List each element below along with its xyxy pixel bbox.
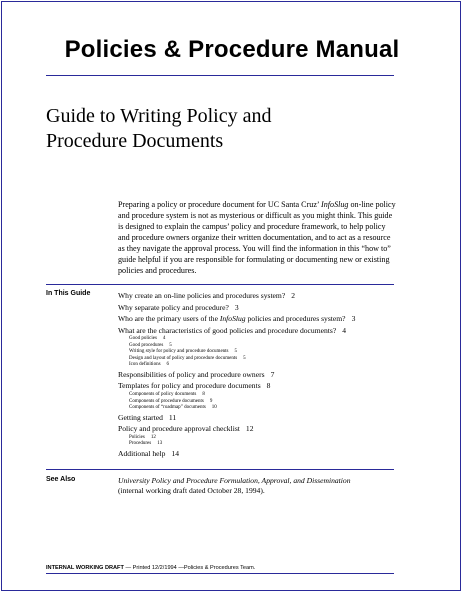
toc-rule xyxy=(46,284,394,285)
toc-item[interactable]: Responsibilities of policy and procedure owners 7 xyxy=(118,369,275,379)
toc-subitem[interactable]: Writing style for policy and procedure documents 5 xyxy=(129,349,237,355)
toc-item[interactable]: Why separate policy and procedure? 3 xyxy=(118,302,239,312)
see-also-label: See Also xyxy=(46,476,76,483)
toc-item[interactable]: Why create an on-line policies and procedures system? 2 xyxy=(118,291,296,300)
toc-subitem[interactable]: Good policies 4 xyxy=(129,336,166,341)
toc-page-number: 12 xyxy=(245,424,254,434)
intro-text-start: Preparing a policy or procedure document for UC Santa Cruz’ xyxy=(118,200,322,209)
toc-page-number: 11 xyxy=(168,412,177,422)
toc-page-number: 10 xyxy=(211,405,217,411)
draft-label: INTERNAL WORKING DRAFT xyxy=(46,565,124,571)
document-page xyxy=(1,1,461,591)
toc-item[interactable]: Policy and procedure approval checklist 12 xyxy=(118,424,254,434)
toc-page-number: 13 xyxy=(157,441,163,447)
toc-page-number: 8 xyxy=(266,381,271,391)
toc-page-number: 2 xyxy=(291,291,296,300)
title-rule xyxy=(46,75,394,76)
toc-subitem[interactable]: Policies 12 xyxy=(129,434,156,440)
intro-text-end: on-line policy and procedure system is not as mysterious or difficult as you might think. This guide is designed to explain the campus’ policy and procedure framework, to help policy and procedure owners organize their written documentation, and to act as a resource as they navigate the approval process. You will find the information in this “how to” guide helpful if you are responsible for formulating or documenting new or existing policies and procedures. xyxy=(118,200,396,275)
toc-subitem[interactable]: Icon definitions 6 xyxy=(129,362,170,368)
guide-title-line-1: Guide to Writing Policy and xyxy=(46,105,272,127)
toc-subitem[interactable]: Components of procedure documents 9 xyxy=(129,398,213,404)
toc-subitem[interactable]: Components of policy documents 8 xyxy=(129,391,205,397)
toc-page-number: 7 xyxy=(270,369,275,379)
toc-item[interactable]: Who are the primary users of the InfoSlug policies and procedures system? 3 xyxy=(118,314,356,323)
toc-page-number: 4 xyxy=(162,336,166,341)
table-of-contents xyxy=(118,290,408,459)
manual-title: Policies & Procedure Manual xyxy=(64,36,400,63)
toc-subitem[interactable]: Good procedures 5 xyxy=(129,342,172,348)
toc-page-number: 8 xyxy=(202,391,205,397)
toc-subitem[interactable]: Procedures 13 xyxy=(129,441,163,447)
toc-page-number: 12 xyxy=(150,434,156,440)
toc-page-number: 5 xyxy=(169,342,172,348)
toc-page-number: 5 xyxy=(243,355,246,361)
guide-title xyxy=(46,104,406,154)
see-also-reference xyxy=(118,476,408,496)
toc-page-number: 14 xyxy=(171,448,180,458)
toc-page-number: 6 xyxy=(166,362,170,368)
footer-details: — Printed 12/2/1994 —Policies & Procedures Team. xyxy=(123,565,256,571)
toc-page-number: 9 xyxy=(209,398,213,404)
toc-page-number: 3 xyxy=(351,314,356,323)
toc-item[interactable]: Getting started 11 xyxy=(118,412,177,422)
toc-page-number: 3 xyxy=(234,302,239,312)
see-also-note: (internal working draft dated October 28, 1994). xyxy=(118,486,265,495)
footer xyxy=(46,565,255,571)
toc-item[interactable]: What are the characteristics of good policies and procedure documents? 4 xyxy=(118,325,347,335)
intro-paragraph xyxy=(118,199,398,276)
toc-item[interactable]: Additional help 14 xyxy=(118,448,180,458)
toc-page-number: 4 xyxy=(342,325,347,335)
see-also-rule xyxy=(46,469,394,470)
toc-page-number: 5 xyxy=(234,349,237,355)
toc-subitem[interactable]: Components of “roadmap” documents 10 xyxy=(129,405,217,411)
footer-rule xyxy=(46,573,394,574)
see-also-title: University Policy and Procedure Formulation, Approval, and Dissemination xyxy=(118,476,351,485)
system-name: InfoSlug xyxy=(321,200,349,209)
toc-subitem[interactable]: Design and layout of policy and procedure documents 5 xyxy=(129,355,246,361)
toc-item[interactable]: Templates for policy and procedure documents 8 xyxy=(118,381,271,391)
toc-label: In This Guide xyxy=(46,290,91,297)
guide-title-line-2: Procedure Documents xyxy=(46,130,224,152)
